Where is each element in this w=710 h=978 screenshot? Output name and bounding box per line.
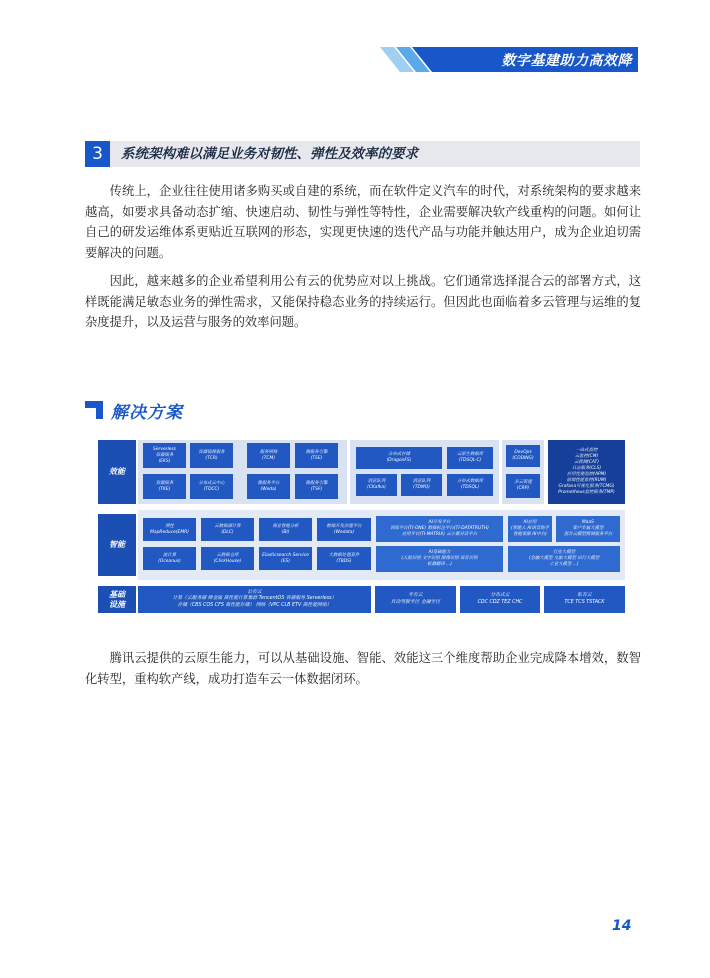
- row-label-infrastructure: 基础 设施: [98, 586, 136, 613]
- box-monitoring: 一站式监控 云监控(CM) 云拨测(CAT) 日志服务(CLS) 应用性能监控(APM) 前端性能监控(RUM) Grafana可视化服务(TCMG) Prometheus监控服务(TMP): [548, 440, 625, 504]
- box-ai-platform: AI开发平台 训练平台(TI-ONE) 数据标注平台(TI-DATATRUTH) 应用平台(TI-MATRIX) 云小微对话平台: [376, 516, 503, 542]
- heading-corner-icon: [85, 401, 103, 419]
- box-bi: 商业智能分析 (BI): [259, 518, 312, 541]
- box-eks: Serverless 容器服务 (EKS): [143, 443, 186, 468]
- box-tsf: 微服务引擎 (TSF): [295, 474, 338, 499]
- box-tcm: 服务网格 (TCM): [247, 443, 290, 468]
- box-tke: 容器服务 (TKE): [143, 474, 186, 499]
- box-public-cloud: 公有云 计算（云服务器 裸金属 高性能计算集群 TencentOS 容器服务 Serverless） 存储（CBS COS CFS 高性能存储） 网络（VPC CLB ETV 高性能网络）: [138, 586, 371, 613]
- box-tbds: 大数据处理套件 (TBDS): [317, 547, 371, 570]
- box-tdmq: 消息队列 (TDMQ): [401, 474, 442, 496]
- box-ckafka: 消息队列 (CKafka): [356, 474, 397, 496]
- section-number: 3: [85, 141, 110, 167]
- box-ai-apps: AI应用 (智能人 AI语音助手 智能客服 AI中台): [508, 516, 552, 542]
- box-tse: 微服务引擎 (TSE): [295, 443, 338, 468]
- box-weda: 微服务平台 (Weda): [247, 474, 290, 499]
- section-title: 系统架构难以满足业务对韧性、弹性及效率的要求: [121, 146, 418, 162]
- box-oceanus: 流计算 (Oceanus): [143, 547, 196, 570]
- row-label-intelligence: 智能: [98, 514, 136, 576]
- paragraph-2: 因此，越来越多的企业希望利用公有云的优势应对以上挑战。它们通常选择混合云的部署方式，这样既能满足敏态业务的弹性需求，又能保持稳态业务的持续运行。但因此也面临着多云管理与运维的复杂度提升，以及运营与服务的效率问题。: [85, 274, 641, 329]
- box-tdsql-c: 云原生数据库 (TDSQL-C): [447, 447, 493, 469]
- solution-title: 解决方案: [111, 403, 183, 423]
- box-clickhouse: 云数据仓库 (ClickHouse): [201, 547, 254, 570]
- box-crp: 多云管理 (CRP): [506, 474, 540, 498]
- box-es: Elasticsearch Service (ES): [259, 547, 312, 570]
- box-tdcc: 分布式云中心 (TDCC): [190, 474, 233, 499]
- header-title: 数字基建助力高效降本: [501, 53, 632, 89]
- box-private-cloud: 私有云 TCE TCS TSTACK: [544, 586, 625, 613]
- box-tdsql: 分布式数据库 (TDSQL): [447, 474, 493, 496]
- box-dedicated-cloud: 专有云 自动驾驶专区 金融专区: [375, 586, 456, 613]
- box-emr: 弹性 MapReduce(EMR): [143, 518, 196, 541]
- architecture-diagram: [98, 438, 626, 616]
- box-coding: DevOps (CODING): [506, 445, 540, 467]
- box-ai-basic: AI基础能力 (人脸识别 文字识别 图像识别 语音识别 机器翻译 ...): [376, 546, 503, 572]
- box-distributed-cloud: 分布式云 CDC CDZ TEZ CHC: [460, 586, 540, 613]
- paragraph-3: 腾讯云提供的云原生能力，可以从基础设施、智能、效能这三个维度帮助企业完成降本增效，数智化转型，重构软产线，成功打造车云一体数据闭环。: [85, 651, 641, 686]
- page-number: 14: [612, 918, 632, 934]
- box-wedata: 数据开发治理平台 (Wedata): [317, 518, 371, 541]
- box-dlc: 云数据湖计算 (DLC): [201, 518, 254, 541]
- box-dragonfs: 分布式存储 (DragonFS): [356, 447, 442, 469]
- box-maas: MaaS 客户专属大模型 混合云模型精调服务平台: [556, 516, 620, 542]
- box-industry-models: 行业大模型 (金融大模型 文旅大模型 出行大模型 工业大模型 ...): [508, 546, 620, 572]
- box-tcr: 容器镜像服务 (TCR): [190, 443, 233, 468]
- paragraph-1: 传统上，企业往往使用诸多购买或自建的系统，而在软件定义汽车的时代，对系统架构的要求越来越高，如要求具备动态扩缩、快速启动、韧性与弹性等特性，企业需要解决软产线重构的问题。如何让自己的研发运维体系更贴近互联网的形态，实现更快速的迭代产品与功能并触达用户，成为企业迫切需要解决的问题。: [85, 184, 641, 260]
- row-label-efficiency: 效能: [98, 440, 136, 504]
